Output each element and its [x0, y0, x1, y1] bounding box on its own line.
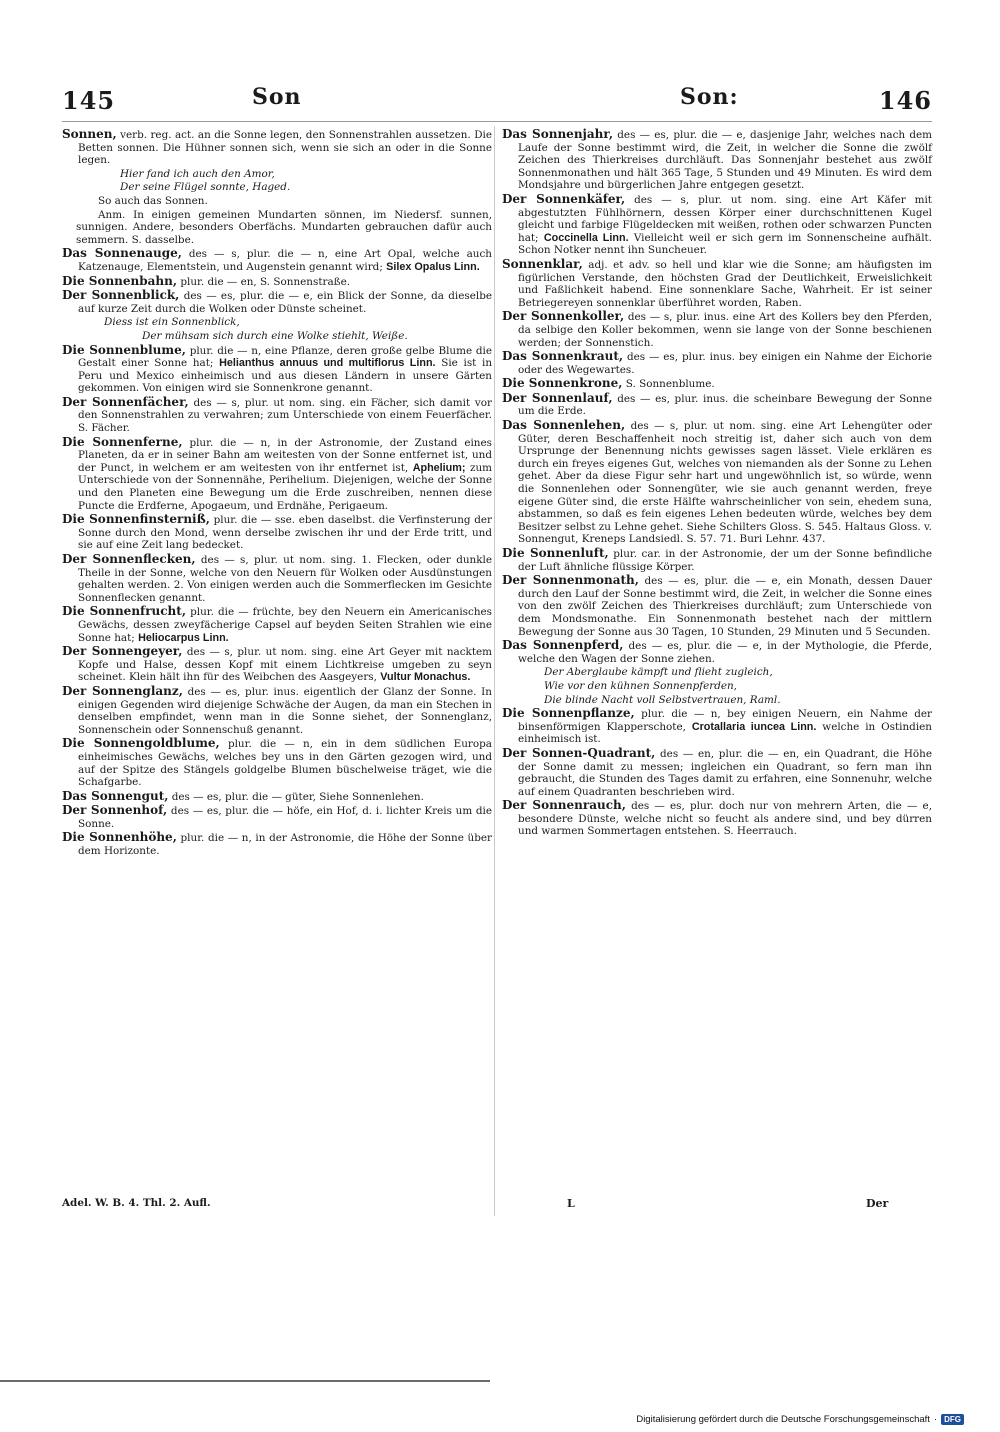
dictionary-entry	[502, 747, 932, 798]
entry-headword: Das Sonnenjahr,	[502, 127, 614, 141]
entry-headword: Sonnenklar,	[502, 256, 583, 271]
entry-continuation: Vielleicht weil er sich gern im Sonnenscheine aufhält. Schon Notker nennt ihn Suncheuer.	[518, 231, 933, 257]
dictionary-entry	[62, 737, 492, 788]
entry-headword: Die Sonnengoldblume,	[62, 736, 220, 751]
dictionary-entry	[62, 275, 492, 289]
dictionary-entry	[502, 707, 932, 746]
dictionary-entry	[62, 804, 492, 830]
entry-headword: Das Sonnengut,	[62, 788, 169, 803]
header-word-left: Son	[252, 84, 302, 110]
entry-note: So auch das Sonnen.	[98, 194, 208, 207]
entry-headword: Die Sonnenpflanze,	[502, 706, 635, 721]
dictionary-entry	[62, 831, 492, 857]
entry-definition: des — s, plur. ut nom. sing. eine Art Lehengüter oder Güter, deren Beschaffenheit noch streitig ist, daher sich auch von dem Ursprunge der Benennung nichts gewisses sagen lässet. Viele erklären es durch ein freyes eigenes Gut, welches von niemanden als der Sonne zu Lehen gehet. Aber da diese Figur sehr hart und ungewöhnlich ist, so würde, wenn die Sonnenlehen oder Sonnengüter, wie sie auch genannt werden, freye eigene Güter sind, die erste Hälfte wahrscheinlicher von sein, ehedem suna, abstammen, so daß es fein eigenes Lehen bedeuten würde, welches bey dem Besitzer selbst zu Lehne gehet. Siehe Schilters Gloss. S. 545. Haltaus Gloss. v. Sonnengut, Kreneps Landsiedl. S. 57. 71. Buri Lehnr. 437.	[518, 420, 932, 546]
dictionary-entry	[62, 790, 492, 804]
entry-definition: plur. die — n, in der Astronomie, die Höhe der Sonne über dem Horizonte.	[78, 832, 492, 858]
entry-definition: des — es, plur. die — e, ein Blick der Sonne, da dieselbe auf kurze Zeit durch die Wolken oder Dünste scheinet.	[78, 290, 492, 315]
latin-name: Aphelium;	[412, 461, 466, 474]
entry-headword: Die Sonnenluft,	[502, 546, 609, 560]
entry-headword: Das Sonnenpferd,	[502, 638, 624, 653]
entry-definition: des — s, plur. die — n, eine Art Opal, welche auch Katzenauge, Elementstein, und Augenstein genannt wird;	[78, 248, 492, 273]
entry-headword: Die Sonnenfrucht,	[62, 604, 187, 619]
left-column	[62, 128, 492, 859]
latin-name: Vultur Monachus.	[380, 671, 471, 684]
dictionary-entry	[502, 799, 932, 838]
entry-headword: Der Sonnenmonath,	[502, 573, 639, 588]
dictionary-entry	[502, 258, 932, 309]
dictionary-entry	[62, 553, 492, 604]
entry-headword: Die Sonnenblume,	[62, 342, 186, 357]
dictionary-entry	[62, 247, 492, 273]
page-number-left: 145	[62, 86, 116, 115]
running-head	[62, 84, 932, 118]
entry-definition: des — es, plur. doch nur von mehrern Arten, die — e, besondere Dünste, welche nicht so feucht als andere sind, und bey dürren und warmen Sommertagen entstehen. S. Heerrauch.	[518, 800, 932, 838]
imprint-line: Adel. W. B. 4. Thl. 2. Aufl.	[62, 1197, 211, 1209]
entry-headword: Der Sonnenblick,	[62, 288, 180, 303]
signature-mark: L	[567, 1197, 575, 1210]
header-rule	[62, 121, 932, 122]
entry-definition: plur. die — n, bey einigen Neuern, ein Nahme der binsenförmigen Klapperschote,	[518, 708, 932, 733]
dictionary-entry	[62, 344, 492, 395]
entry-definition: des — es, plur. die — e, ein Monath, dessen Dauer durch den Lauf der Sonne bestimmt wird, die Zeit, in welcher die Sonne eines von den zwölf Zeichen des Thierkreises durchläuft; zum Unterschiede von dem Mondsmonathe. Ein Sonnenmonath bestehet nach der mittlern Bewegung der Sonne aus 30 Tagen, 10 Stunden, 29 Minuten und 5 Secunden.	[518, 575, 932, 638]
dictionary-entry	[502, 419, 932, 546]
entry-headword: Der Sonnen-Quadrant,	[502, 745, 656, 760]
latin-name: Crotallaria iuncea Linn.	[691, 720, 817, 733]
catchword: Der	[866, 1197, 889, 1210]
entry-definition: plur. car. in der Astronomie, der um der Sonne befindliche der Luft ähnliche flüssige Körper.	[518, 548, 933, 573]
entry-definition: S. Sonnenblume.	[625, 378, 715, 391]
entry-headword: Der Sonnenglanz,	[62, 683, 183, 698]
entry-definition: des — en, plur. die — en, ein Quadrant, die Höhe der Sonne damit zu messen; ingleichen ein Quadrant, so fern man ihn gebraucht, die Stunden des Tages damit zu erfahren, eine Sonnenuhr, welche auf einem Quadranten beschrieben wird.	[518, 747, 933, 798]
dictionary-entry	[62, 605, 492, 644]
entry-definition: des — s, plur. ut nom. sing. eine Art Geyer mit nacktem Kopfe und Halse, dessen Kopf mit einem Lichtkreise umgeben zu seyn scheinet. Klein hält ihn für des Weibchen des Aasgeyers,	[78, 646, 493, 684]
quotation-line: Diess ist ein Sonnenblick,	[104, 316, 240, 329]
entry-headword: Die Sonnenhöhe,	[62, 830, 177, 845]
entry-definition: plur. die — n, ein in dem südlichen Europa einheimisches Gewächs, welches bey uns in den Gärten gezogen wird, und auf der Spitze des Stängels goldgelbe Blumen büschelweise träget, wie die Schafgarbe.	[78, 738, 492, 789]
entry-definition: plur. die — früchte, bey den Neuern ein Americanisches Gewächs, dessen zweyfächerige Capsel auf beyden Seiten Strahlen wie eine Sonne hat;	[78, 606, 492, 644]
latin-name: Silex Opalus Linn.	[386, 260, 480, 273]
entry-definition: adj. et adv. so hell und klar wie die Sonne; am häufigsten im figürlichen Verstande, den höchsten Grad der Deutlichkeit, Erweislichkeit und Faßlichkeit habend. Eine sonnenklare Sache, Wahrheit. Er ist seiner Betriegereyen sonnenklar überführet worden, Raben.	[518, 258, 932, 309]
entry-definition: des — s, plur. ut nom. sing. 1. Flecken, oder dunkle Theile in der Sonne, welche von den Neuern für Wolken oder Ausdünstungen gehalten werden. 2. Von einigen werden auch die Sommerflecken im Gesichte Sonnenflecken genannt.	[78, 554, 492, 604]
dictionary-entry	[502, 193, 932, 257]
header-word-right: Son:	[680, 84, 739, 110]
entry-definition: plur. die — en, S. Sonnenstraße.	[180, 275, 351, 288]
entry-headword: Der Sonnengeyer,	[62, 644, 183, 659]
entry-headword: Der Sonnenrauch,	[502, 798, 626, 813]
entry-definition: plur. die — n, eine Pflanze, deren große gelbe Blume die Gestalt einer Sonne hat;	[78, 344, 492, 370]
entry-headword: Die Sonnenfinsterniß,	[62, 512, 210, 527]
entry-continuation: Sie ist in Peru und Mexico einheimisch und aus diesen Ländern in unsere Gärten gekommen. Von einigen wird sie Sonnenkrone genannt.	[78, 357, 493, 395]
entry-headword: Das Sonnenkraut,	[502, 349, 624, 364]
entry-headword: Die Sonnenferne,	[62, 434, 183, 449]
quotation-line: Der Aberglaube kämpft und flieht zugleich,	[544, 666, 773, 679]
dictionary-entry	[62, 513, 492, 552]
entry-definition: des — es, plur. die — höfe, ein Hof, d. i. lichter Kreis um die Sonne.	[78, 805, 492, 830]
digitization-credit: Digitalisierung gefördert durch die Deutsche Forschungsgemeinschaft · DFG	[636, 1414, 964, 1425]
dictionary-entry	[502, 310, 932, 349]
entry-headword: Der Sonnenfächer,	[62, 394, 189, 409]
dictionary-entry	[502, 392, 932, 418]
entry-definition: plur. die — n, in der Astronomie, der Zustand eines Planeten, da er in seiner Bahn am weitesten von der Sonne entfernet ist, und der Punct, in welchem er am weitesten von ihr entfernet ist,	[78, 436, 492, 474]
column-divider	[494, 126, 495, 1216]
dictionary-entry	[502, 128, 932, 192]
quotation-line: Der seine Flügel sonnte, Haged.	[120, 181, 291, 194]
entry-continuation: welche in Ostindien einheimisch ist.	[518, 720, 932, 746]
dictionary-entry	[62, 128, 492, 167]
latin-name: Heliocarpus Linn.	[138, 631, 229, 644]
entry-definition: plur. die — sse. eben daselbst. die Verfinsterung der Sonne durch den Mond, wenn derselbe zwischen ihr und der Erde tritt, und sie auf eine Zeit lang bedecket.	[78, 514, 492, 552]
dictionary-entry	[502, 547, 932, 573]
latin-name: Coccinella Linn.	[543, 231, 629, 244]
dictionary-entry	[502, 350, 932, 376]
entry-headword: Der Sonnenkäfer,	[502, 191, 626, 206]
quotation-line: Die blinde Nacht voll Selbstvertrauen, Raml.	[544, 693, 781, 706]
credit-text: Digitalisierung gefördert durch die Deutsche Forschungsgemeinschaft	[636, 1414, 930, 1425]
entry-definition: des — es, plur. die — güter, Siehe Sonnenlehen.	[171, 790, 424, 803]
entry-headword: Die Sonnenkrone,	[502, 376, 623, 391]
entry-note: Anm. In einigen gemeinen Mundarten sönnen, im Niedersf. sunnen, sunnigen. Andere, besonders Oberfächs. Mundarten gebrauchen dafür auch semmern. S. dasselbe.	[76, 208, 492, 246]
entry-definition: verb. reg. act. an die Sonne legen, den Sonnenstrahlen aussetzen. Die Betten sonnen. Die Hühner sonnen sich, wenn sie sich an oder in die Sonne legen.	[78, 129, 492, 167]
entry-definition: des — es, plur. inus. die scheinbare Bewegung der Sonne um die Erde.	[518, 392, 932, 418]
entry-headword: Das Sonnenlehen,	[502, 418, 626, 433]
entry-definition: des — es, plur. inus. eigentlich der Glanz der Sonne. In einigen Gegenden wird diejenige Schwäche der Augen, da man ein Stechen in denselben empfindet, wenn man in die Sonne siehet, der Sonnenglanz, Sonnenschein oder Sonnenschuß genannt.	[78, 685, 492, 736]
entry-continuation: zum Unterschiede von der Sonnennähe, Perihelium. Diejenigen, welche der Sonne und den Planeten eine Bewegung um die Erde zuschreiben, nennen diese Puncte die Erdferne, Apogaeum, und Erdnähe, Perigaeum.	[78, 461, 492, 512]
entry-definition: des — s, plur. ut nom. sing. eine Art Käfer mit abgestutzten Fühlhörnern, dessen Körper einer durchschnittenen Kugel gleicht und farbige Flügeldecken mit weißen, rothen oder schwarzen Puncten hat;	[518, 193, 932, 244]
page-number-right: 146	[878, 86, 932, 115]
dictionary-entry	[62, 685, 492, 736]
dictionary-entry	[62, 645, 492, 684]
entry-headword: Das Sonnenauge,	[62, 246, 182, 261]
entry-headword: Der Sonnenflecken,	[62, 552, 196, 566]
dictionary-entry	[62, 436, 492, 513]
quotation-line: Der mühsam sich durch eine Wolke stiehlt, Weiße.	[142, 329, 408, 342]
entry-definition: des — s, plur. ut nom. sing. ein Fächer, sich damit vor den Sonnenstrahlen zu verwahren; zum Unterschiede von einem Feuerfächer. S. Fächer.	[78, 396, 492, 435]
entry-definition: des — es, plur. die — e, dasjenige Jahr, welches nach dem Laufe der Sonne bestimmt wird, die Zeit, in welcher die Sonne die zwölf Zeichen des Thierkreises durchläuft. Das Sonnenjahr bestehet aus zwölf Sonnenmonathen und hält 365 Tage, 5 Stunden und 49 Minuten. Es wird dem Mondsjahre und bürgerlichen Jahre entgegen gesetzt.	[518, 129, 932, 192]
quotation-line: Wie vor den kühnen Sonnenpferden,	[544, 679, 737, 692]
entry-headword: Der Sonnenkoller,	[502, 309, 625, 324]
entry-definition: des — es, plur. die — e, in der Mythologie, die Pferde, welche den Wagen der Sonne ziehen.	[518, 640, 932, 665]
scan-edge-line	[0, 1380, 490, 1382]
dictionary-entry	[502, 574, 932, 638]
dictionary-entry	[62, 289, 492, 315]
entry-definition: des — s, plur. inus. eine Art des Kollers bey den Pferden, da selbige den Koller bekommen, wenn sie lange von der Sonne beschienen werden; der Sonnenstich.	[518, 311, 932, 349]
right-column	[502, 128, 932, 839]
latin-name: Helianthus annuus und multiflorus Linn.	[219, 357, 436, 370]
entry-definition: des — es, plur. inus. bey einigen ein Nahme der Eichorie oder des Wegewartes.	[518, 351, 933, 376]
entry-headword: Die Sonnenbahn,	[62, 273, 178, 288]
dictionary-entry	[62, 396, 492, 435]
dictionary-entry	[502, 377, 932, 391]
dictionary-entry	[502, 639, 932, 665]
entry-headword: Der Sonnenlauf,	[502, 390, 613, 405]
entry-headword: Sonnen,	[62, 127, 117, 141]
dfg-logo-icon: DFG	[941, 1414, 964, 1425]
quotation-line: Hier fand ich auch den Amor,	[120, 167, 275, 180]
entry-headword: Der Sonnenhof,	[62, 803, 168, 818]
